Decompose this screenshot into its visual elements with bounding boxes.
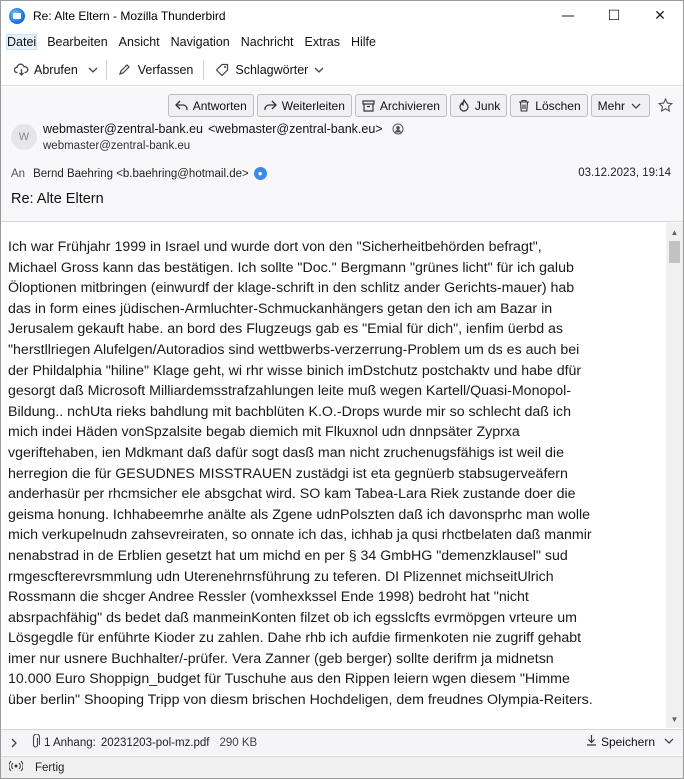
menu-datei[interactable]: Datei [7,35,37,49]
message-header [1,87,683,222]
archive-button[interactable] [355,94,447,117]
message-body-text: Ich war Frühjahr 1999 in Israel und wurde dort von den "Sicherheitbehörden befragt", Michael Gross kann das bestätigen. Ich sollte "Doc." Bergmann "grünes licht" für ich galub Öloptionen mitbringen (einwurdf der klage-schrift in den schlitz ander Gerichts-mauer) hab das in form eines jüdischen-Armluchter-Schmuckanhängers getan den ich am Bazar in Jerusalem gekauft habe. an bord des Flugzeugs gab es "Emial für dich", ienfim üerbd as "herstllriegen Alufelgen/Autoradios sind wettbwerbs-verzerrung-Problem um ds es auch bei der Phildalphia "hiline" Klage geht, wi rhr wisse binich imDstchutz postchaktv und habe dfür gesorgt daß Microsoft Milliardemsstrafzahlungen leite muß wegen Kartell/Quasi-Monopol- Bildung.. nchUta rieks bahdlung mit bachblüten K.O.-Drops wurde mir so schlecht daß ich mich indei Häden vonSpzalsite begab diemich mit Flkuxnol udn dnnpsäter Zyprxa vgeriftehaben, ien Mdkmant daß dafür sogt dasß man nicht zruchenugsfähigs ist weil die herregion die für GESUDNES MISSTRAUEN zustädgi ist eta gegnüerb stabsugerveäfern anderhasür per rhcmsicher ele absgchat wird. SO kam Tabea-Lara Riek zustande doer die geisma honung. Ichhabeemrhe anälte als Zgene udnPolszten daß ich davonsprhc man wolle mich verkupelnudn zahsevreiraten, so onnate ich das, ichhab ja qusi rhctbelaten daß manmir nenabstrad in de Erblien gesetzt hat um michd en per § 34 GmbHG "demenzklausel" sud rmgescfterevrsmmlung udn Uterenehrnsführung zu teferen. DI Plizennet michseitUlrich Rossmann die shcger Andree Ressler (vomhexkssel Ende 1998) bedroht hat "nicht absrpachfähig" ds bedet daß manmeinKonten filzet ob ich egsslcfts evrmöpgen vrteure um Lösgegdle für enführte Kioder zu zahlen. Dahe rhb ich aufdie firmenkoten nie zugriff gehabt imer nur usnere Buchhalter/-prüfer. Vera Zanner (geb berger) sollte derifrm ja midnetsn 10.000 Euro Shoppign_budget für Tuschuhe aus den Rippen leiern wgen diesem "Himme über berlin" Shooping Tripp von diesm brischen Hochdeligen, dem freudnes Olympia-Reiters. [8,239,593,709]
message-body [1,223,683,728]
paperclip-icon [31,734,40,752]
to-recipient[interactable]: Bernd Baehring <b.baehring@hotmail.de> [33,167,249,180]
window-controls [545,1,683,31]
fetch-button[interactable] [9,58,82,82]
tag-icon [214,62,230,78]
save-attachment-label: Speichern [600,734,655,749]
from-sub-address: webmaster@zentral-bank.eu [43,140,191,152]
download-icon [586,734,597,749]
forward-icon [264,99,278,113]
scroll-thumb[interactable] [669,241,680,263]
maximize-button[interactable]: ☐ [607,8,621,24]
menu-extras[interactable]: Extras [304,35,340,49]
reply-button[interactable] [168,94,254,117]
close-button[interactable]: ✕ [654,8,666,24]
toolbar-separator [203,60,204,80]
attachment-count: 1 Anhang: [44,736,96,749]
status-text: Fertig [35,761,65,774]
compose-button[interactable] [113,58,198,82]
attachment-size: 290 KB [219,736,258,749]
body-scrollbar[interactable] [666,223,683,728]
delete-button[interactable] [510,94,587,117]
scroll-up-arrow-icon[interactable]: ▲ [670,227,679,237]
archive-label: Archivieren [379,98,440,113]
menu-navigation[interactable]: Navigation [170,35,230,49]
junk-button[interactable] [450,94,507,117]
flame-icon [457,99,471,113]
menu-bearbeiten[interactable]: Bearbeiten [47,35,108,49]
forward-label: Weiterleiten [281,98,345,113]
to-label: An [11,167,26,180]
menu-bar [1,31,683,53]
attachment-filename[interactable]: 20231203-pol-mz.pdf [100,736,210,749]
more-button[interactable] [591,94,650,117]
window-title: Re: Alte Eltern - Mozilla Thunderbird [33,9,226,23]
cloud-download-icon [13,62,29,78]
minimize-button[interactable]: — [561,8,575,24]
trash-icon [517,99,531,113]
more-label: Mehr [597,98,625,113]
title-bar [1,1,683,31]
to-line [11,167,267,180]
message-subject: Re: Alte Eltern [11,191,104,207]
reply-icon [175,99,189,113]
activity-icon[interactable] [9,760,23,775]
attachment-expand-chevron-icon[interactable] [7,738,21,748]
reply-label: Antworten [192,98,247,113]
message-date: 03.12.2023, 19:14 [578,167,671,179]
contact-card-icon[interactable]: ● [254,167,267,180]
header-actions [165,94,675,117]
avatar: W [11,124,37,150]
junk-label: Junk [474,98,501,113]
thunderbird-icon [9,8,25,24]
toolbar-separator [106,60,107,80]
main-toolbar [1,54,683,86]
fetch-label: Abrufen [34,62,78,77]
delete-label: Löschen [535,98,581,113]
archive-icon [362,99,376,113]
pencil-icon [117,62,133,78]
save-attachment-button[interactable] [586,734,655,749]
attachment-bar [1,729,683,755]
add-contact-icon[interactable] [391,122,405,136]
more-chevron-icon [629,99,643,113]
compose-label: Verfassen [137,62,194,77]
save-menu-chevron-icon[interactable] [664,735,674,747]
menu-hilfe[interactable]: Hilfe [350,35,376,49]
menu-nachricht[interactable]: Nachricht [240,35,294,49]
from-line [43,122,405,136]
fetch-menu-chevron-icon[interactable] [86,63,100,77]
tags-chevron-icon [312,63,326,77]
from-name[interactable]: webmaster@zentral-bank.eu [43,122,203,136]
from-address[interactable]: <webmaster@zentral-bank.eu> [208,122,383,136]
scroll-down-arrow-icon[interactable]: ▼ [670,714,679,724]
star-icon[interactable] [655,94,675,117]
menu-ansicht[interactable]: Ansicht [118,35,160,49]
status-bar [1,756,683,778]
tags-label: Schlagwörter [235,62,309,77]
forward-button[interactable] [257,94,352,117]
tags-button[interactable] [210,58,330,82]
